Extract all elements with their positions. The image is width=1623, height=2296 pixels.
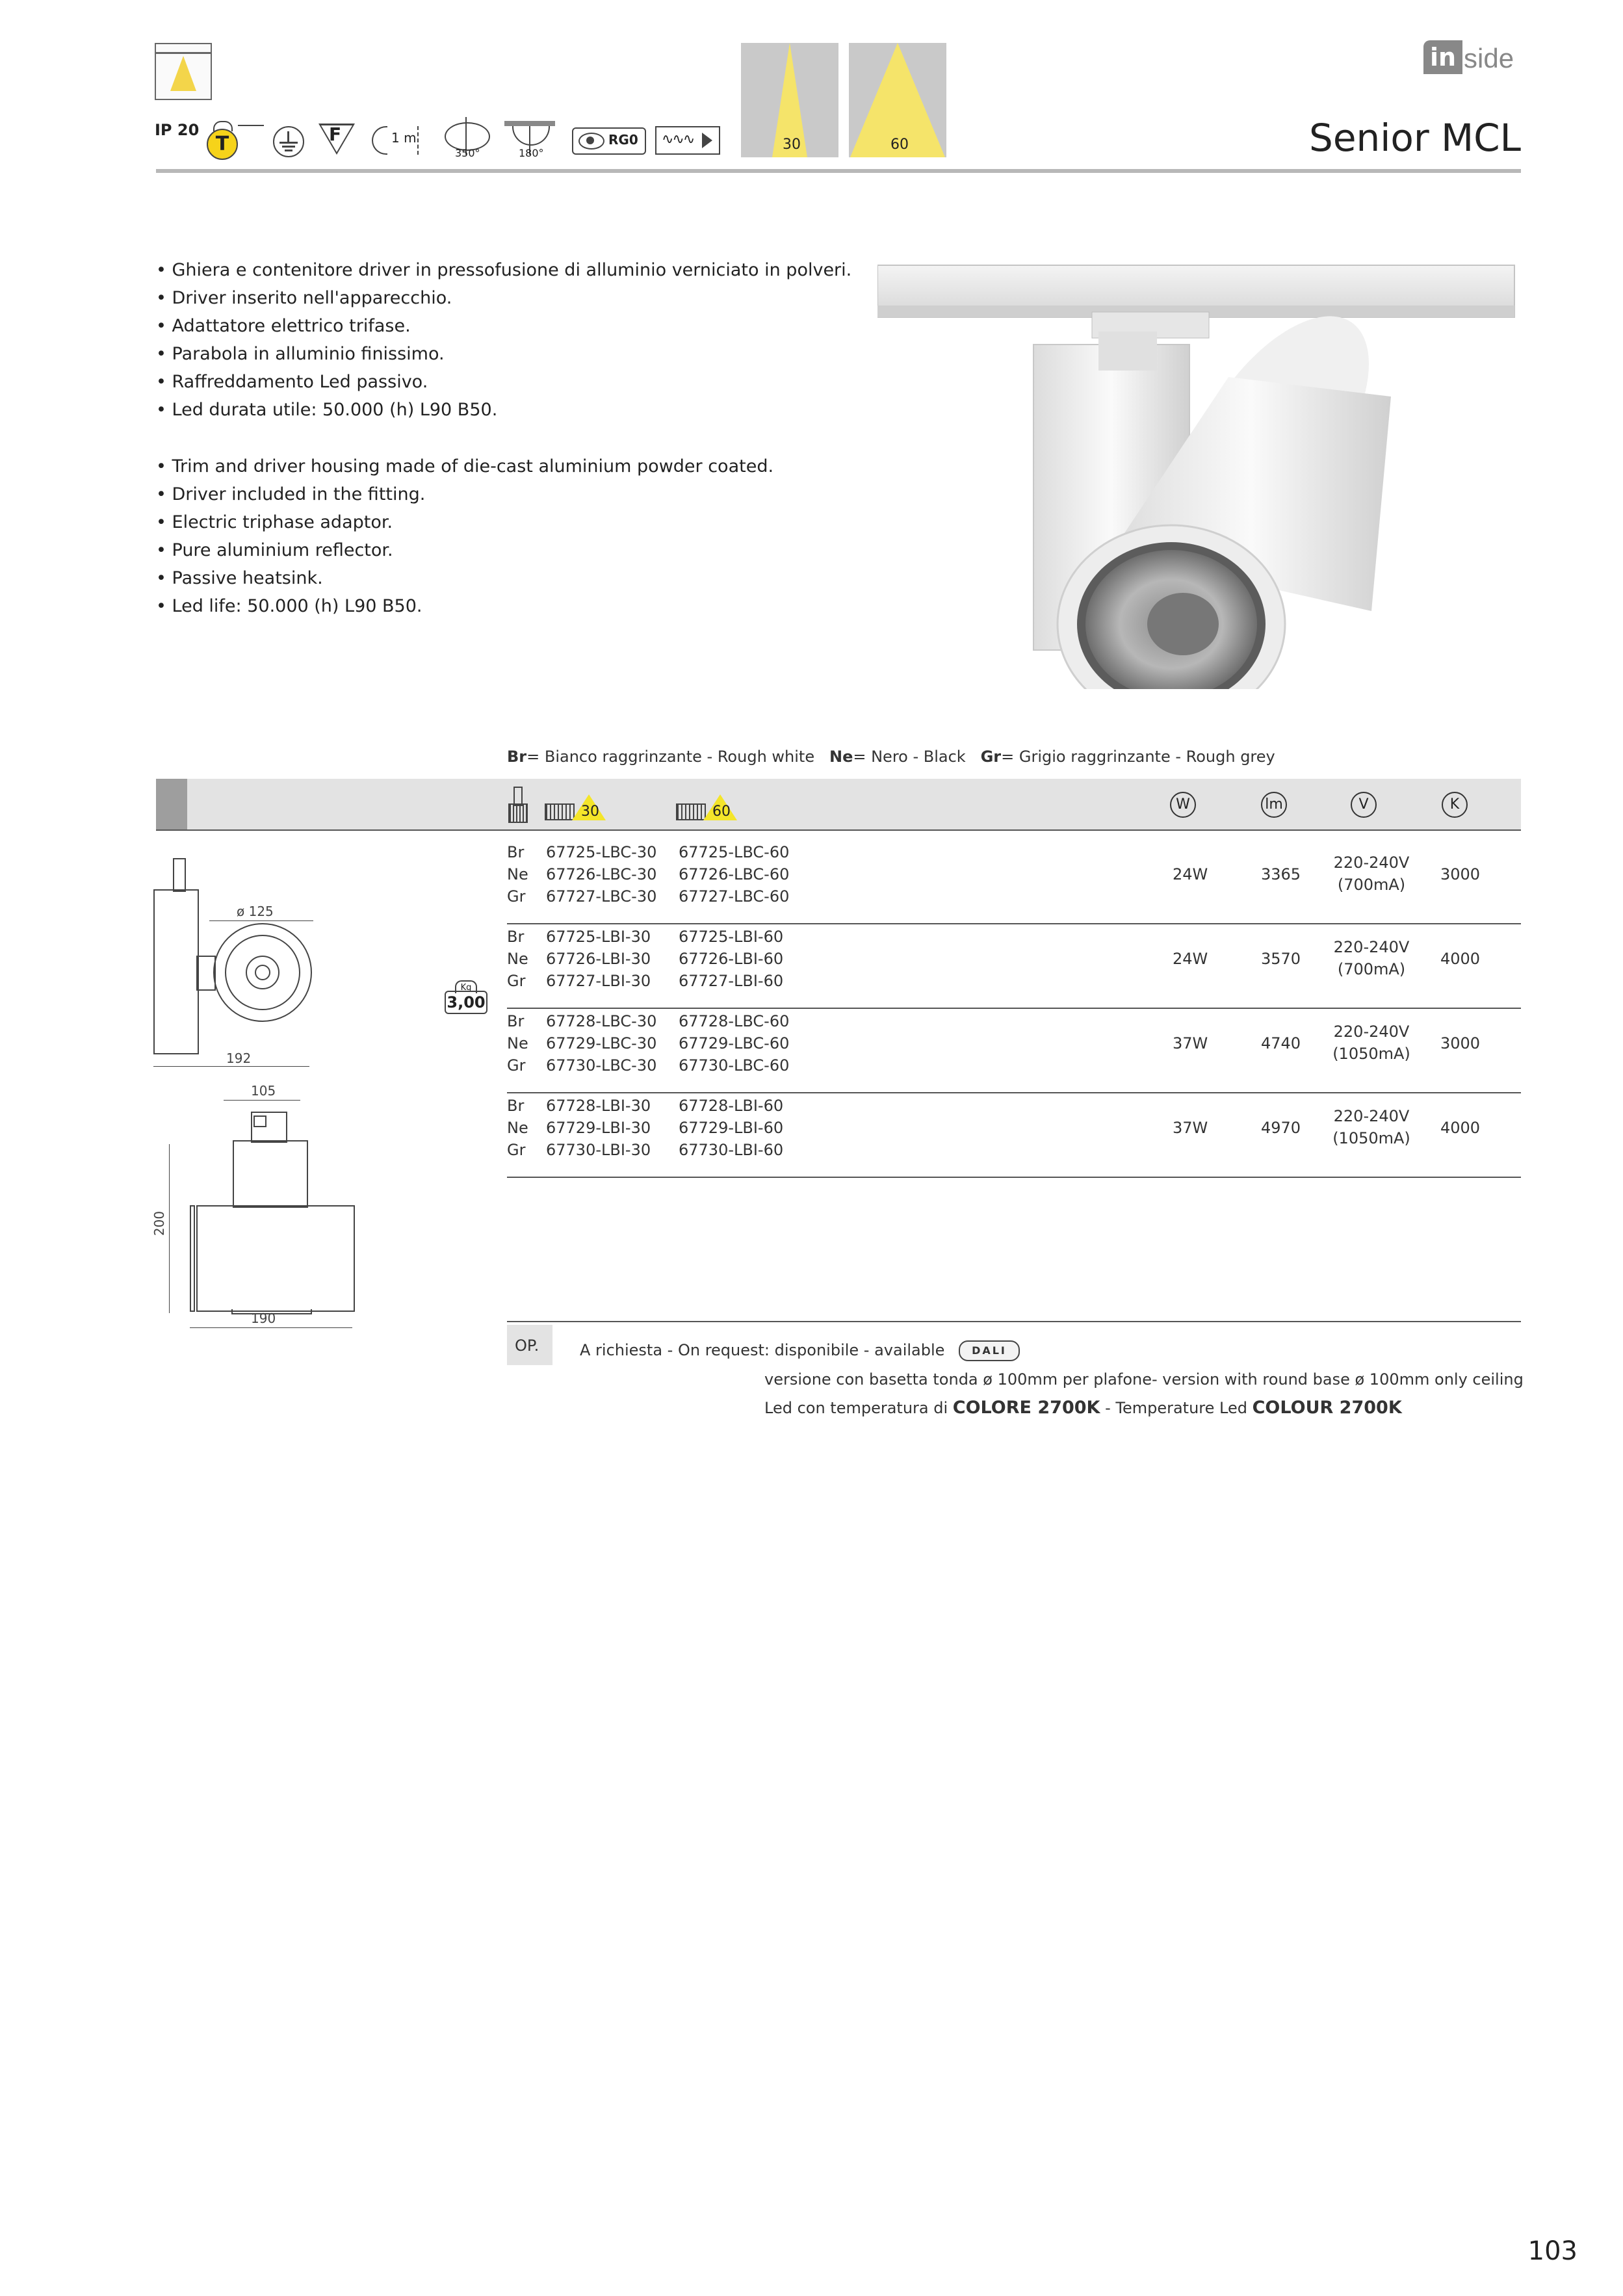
- finish-code: Br: [507, 1097, 525, 1115]
- kelvin-value: 4000: [1440, 950, 1481, 968]
- current-value: (1050mA): [1332, 1045, 1410, 1063]
- finish-code: Ne: [507, 1034, 528, 1052]
- product-code-30: 67730-LBC-30: [546, 1056, 657, 1075]
- product-code-30: 67729-LBI-30: [546, 1119, 651, 1137]
- finish-code: Ne: [507, 1119, 528, 1137]
- product-code-60: 67727-LBI-60: [679, 972, 784, 990]
- feature-en: • Driver included in the fitting.: [156, 484, 426, 504]
- finish-code: Br: [507, 928, 525, 946]
- legend-gr-text: = Grigio raggrinzante - Rough grey: [1001, 748, 1275, 766]
- header: [0, 0, 1623, 176]
- beam-30-header: 30: [581, 803, 599, 820]
- product-code-30: 67729-LBC-30: [546, 1034, 657, 1052]
- watt-value: 24W: [1173, 865, 1208, 883]
- lumen-value: 3570: [1261, 950, 1301, 968]
- product-code-60: 67730-LBI-60: [679, 1141, 784, 1159]
- product-code-60: 67728-LBI-60: [679, 1097, 784, 1115]
- kelvin-value: 3000: [1440, 865, 1481, 883]
- front-view-drawing: [153, 858, 329, 1073]
- f-mark-icon: F: [318, 124, 357, 156]
- current-value: (700mA): [1337, 960, 1406, 978]
- weight-badge: [445, 980, 487, 1019]
- volt-value: 220-240V: [1333, 1107, 1410, 1125]
- product-code-30: 67728-LBC-30: [546, 1012, 657, 1030]
- page-number: 103: [1527, 2236, 1578, 2266]
- finish-code: Gr: [507, 1141, 526, 1159]
- feature-en: • Passive heatsink.: [156, 568, 323, 588]
- legend-br-text: = Bianco raggrinzante - Rough white: [526, 748, 815, 766]
- product-code-60: 67729-LBC-60: [679, 1034, 790, 1052]
- dim-top: 105: [251, 1083, 276, 1099]
- dim-width-front: 192: [226, 1050, 252, 1066]
- finish-code: Ne: [507, 950, 528, 968]
- legend-br-code: Br: [507, 748, 527, 766]
- side-view-drawing: [151, 1083, 361, 1333]
- finish-code: Gr: [507, 887, 526, 906]
- product-photo: [877, 260, 1521, 689]
- options-colour: Led con temperatura di COLORE 2700K - Temperature Led COLOUR 2700K: [764, 1398, 1402, 1418]
- tilt-icon: 180°: [502, 117, 560, 163]
- features-italian: [156, 256, 851, 424]
- table-row: [507, 1008, 1521, 1093]
- weight-unit: Kg: [455, 980, 477, 993]
- current-value: (700mA): [1337, 876, 1406, 894]
- lumen-value: 3365: [1261, 865, 1301, 883]
- legend-ne-code: Ne: [829, 748, 853, 766]
- rotation-icon: 350°: [442, 117, 494, 163]
- fixture-type-icon: [155, 43, 212, 100]
- feature-it: • Ghiera e contenitore driver in pressofusione di alluminio verniciato in polveri.: [156, 260, 852, 280]
- lumen-header: lm: [1261, 792, 1287, 818]
- volt-value: 220-240V: [1333, 854, 1410, 872]
- options-label: OP.: [507, 1325, 552, 1365]
- kelvin-header: K: [1442, 792, 1468, 818]
- legend-gr-code: Gr: [980, 748, 1002, 766]
- features-english: [156, 452, 773, 620]
- options-round-base: versione con basetta tonda ø 100mm per plafone- version with round base ø 100mm only ceiling: [764, 1370, 1524, 1389]
- product-code-30: 67727-LBI-30: [546, 972, 651, 990]
- product-code-30: 67730-LBI-30: [546, 1141, 651, 1159]
- finish-code: Br: [507, 843, 525, 861]
- kelvin-value: 3000: [1440, 1034, 1481, 1052]
- kelvin-value: 4000: [1440, 1119, 1481, 1137]
- finish-code: Br: [507, 1012, 525, 1030]
- product-code-60: 67726-LBC-60: [679, 865, 790, 883]
- header-rule: [156, 169, 1521, 173]
- product-code-30: 67725-LBC-30: [546, 843, 657, 861]
- beam-30-icon: 30: [741, 43, 838, 157]
- ip-rating: IP 20: [155, 121, 200, 139]
- watt-value: 37W: [1173, 1119, 1208, 1137]
- feature-en: • Electric triphase adaptor.: [156, 512, 393, 532]
- lumen-value: 4740: [1261, 1034, 1301, 1052]
- product-code-30: 67728-LBI-30: [546, 1097, 651, 1115]
- distance-icon: 1 m: [372, 124, 424, 156]
- t-class-icon: T: [207, 121, 265, 160]
- feature-it: • Parabola in alluminio finissimo.: [156, 344, 445, 364]
- product-code-60: 67726-LBI-60: [679, 950, 784, 968]
- product-code-30: 67726-LBI-30: [546, 950, 651, 968]
- legend-ne-text: = Nero - Black: [853, 748, 966, 766]
- led-module-icon: [676, 803, 706, 820]
- brand-logo: in side: [1423, 39, 1527, 78]
- table-header-bar: [156, 779, 1521, 829]
- watt-value: 24W: [1173, 950, 1208, 968]
- dim-height: 200: [151, 1210, 168, 1236]
- finish-code: Ne: [507, 865, 528, 883]
- feature-en: • Pure aluminium reflector.: [156, 540, 393, 560]
- finish-legend: [507, 748, 1275, 766]
- table-header-rule: [156, 829, 1521, 831]
- product-code-60: 67730-LBC-60: [679, 1056, 790, 1075]
- beam-60-icon: 60: [849, 43, 946, 157]
- volt-value: 220-240V: [1333, 938, 1410, 956]
- feature-it: • Led durata utile: 50.000 (h) L90 B50.: [156, 400, 498, 420]
- current-value: (1050mA): [1332, 1129, 1410, 1147]
- product-code-60: 67729-LBI-60: [679, 1119, 784, 1137]
- feature-en: • Trim and driver housing made of die-cast aluminium powder coated.: [156, 456, 774, 476]
- dali-badge: DALI: [959, 1340, 1020, 1361]
- product-code-30: 67725-LBI-30: [546, 928, 651, 946]
- finish-code: Gr: [507, 1056, 526, 1075]
- lumen-value: 4970: [1261, 1119, 1301, 1137]
- led-module-icon: [545, 803, 575, 820]
- feature-it: • Raffreddamento Led passivo.: [156, 372, 428, 392]
- watt-value: 37W: [1173, 1034, 1208, 1052]
- volt-value: 220-240V: [1333, 1023, 1410, 1041]
- table-row: [507, 839, 1521, 924]
- volt-header: V: [1351, 792, 1377, 818]
- product-code-60: 67725-LBC-60: [679, 843, 790, 861]
- product-code-60: 67727-LBC-60: [679, 887, 790, 906]
- product-code-60: 67728-LBC-60: [679, 1012, 790, 1030]
- product-code-30: 67726-LBC-30: [546, 865, 657, 883]
- finish-brush-icon: [507, 787, 526, 823]
- watt-header: W: [1170, 792, 1196, 818]
- feature-en: • Led life: 50.000 (h) L90 B50.: [156, 596, 422, 616]
- dim-diameter: ø 125: [237, 904, 274, 919]
- options-request: [580, 1340, 1020, 1361]
- beam-60-header: 60: [712, 803, 731, 820]
- feature-it: • Driver inserito nell'apparecchio.: [156, 288, 452, 308]
- finish-code: Gr: [507, 972, 526, 990]
- product-code-30: 67727-LBC-30: [546, 887, 657, 906]
- page-title: Senior MCL: [1309, 116, 1521, 160]
- weight-value: 3,00: [445, 991, 487, 1014]
- options-request-text: A richiesta - On request: disponibile - available: [580, 1341, 945, 1359]
- table-row: [507, 1092, 1521, 1178]
- feature-it: • Adattatore elettrico trifase.: [156, 316, 411, 336]
- rg0-icon: RG0: [572, 127, 646, 155]
- product-code-60: 67725-LBI-60: [679, 928, 784, 946]
- options-rule: [507, 1321, 1521, 1322]
- table-row: [507, 923, 1521, 1009]
- driver-wave-icon: ∿∿∿: [655, 126, 720, 155]
- dim-width-side: 190: [251, 1311, 276, 1326]
- ground-icon: [273, 126, 304, 157]
